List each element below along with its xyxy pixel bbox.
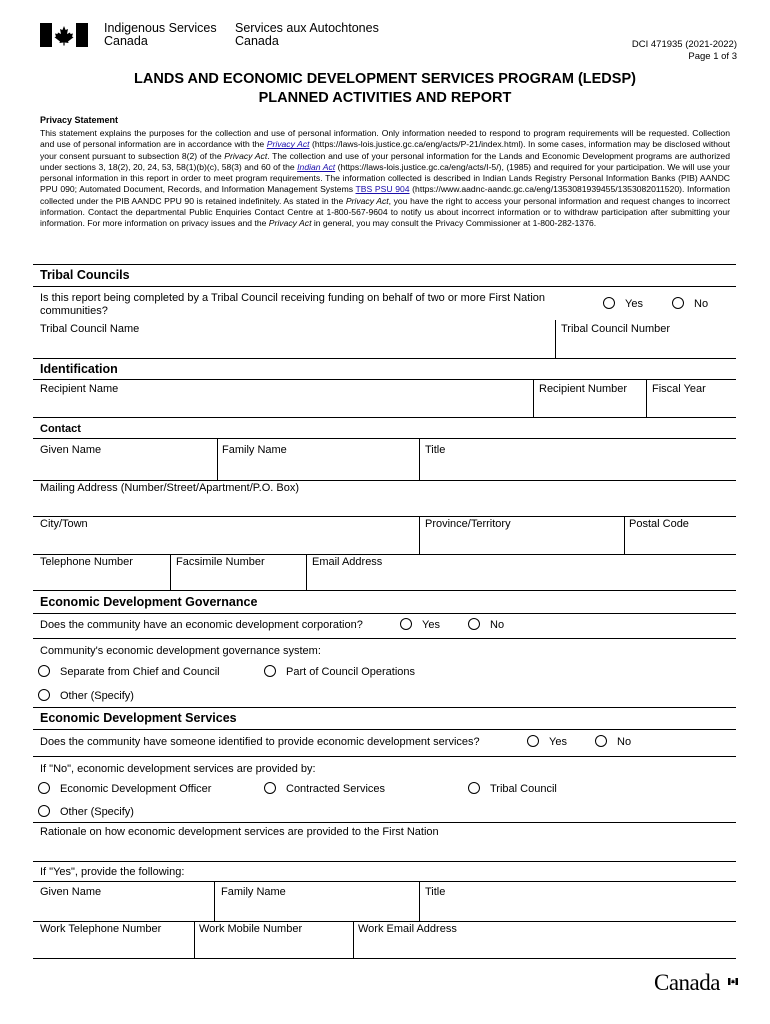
gov-separate-label: Separate from Chief and Council: [60, 666, 220, 678]
privacy-act-italic: Privacy Act: [224, 150, 268, 161]
services-yes-option[interactable]: [527, 736, 567, 748]
title-line2: PLANNED ACTIVITIES AND REPORT: [258, 90, 512, 106]
divider: [353, 921, 354, 958]
divider: [33, 822, 736, 823]
gov-separate-radio[interactable]: [38, 665, 50, 677]
divider: [33, 358, 736, 359]
section-heading-services: Economic Development Services: [40, 711, 237, 725]
gov-separate-option[interactable]: [38, 666, 220, 678]
divider: [533, 379, 534, 417]
gov-other-option[interactable]: [38, 690, 134, 702]
page-title: [0, 70, 770, 108]
gov-other-radio[interactable]: [38, 689, 50, 701]
mailing-address-field[interactable]: [38, 496, 738, 516]
work-mobile-label: Work Mobile Number: [199, 923, 303, 935]
fax-label: Facsimile Number: [176, 556, 265, 568]
privacy-text: (https://laws-lois.justice.gc.ca/eng/acts/I-5/), (1985) and required for your participation. We will use your personal information in this report in order to meet program requirements. The information collected is described in Indian Lands Registry Personal Information Banks (PIB) AANDC PPU 090; Automated Document, Records, and Information Management Systems: [40, 161, 731, 195]
svc-title-label: Title: [425, 886, 446, 898]
privacy-text: This statement explains the purposes for the collection and use of personal information. Only information needed to respond to program requirements will be requested. Collection and use of personal information are in accordance with the: [40, 128, 730, 150]
privacy-text: (https://www.aadnc-aandc.gc.ca/eng/1353081939455/1353082011520). Information collected under the PIB AANDC PPU 90 is retained indefinitely. As stated in the: [40, 184, 730, 206]
dept-fr-line2: Canada: [235, 34, 279, 48]
divider: [33, 958, 736, 959]
divider: [33, 756, 736, 757]
work-email-field[interactable]: [356, 937, 738, 957]
privacy-act-link[interactable]: Privacy Act: [266, 139, 310, 150]
section-heading-identification: Identification: [40, 362, 118, 376]
tribal-yes-radio[interactable]: [603, 297, 615, 309]
svc-tribal-council-label: Tribal Council: [490, 783, 557, 795]
privacy-text: (https://laws-lois.justice.gc.ca/eng/acts/P-21/index.html). In some cases, information may be disclosed without your consent pursuant to subsection 8(2) of the: [40, 139, 730, 161]
tbs-psu-link[interactable]: TBS PSU 904: [355, 184, 410, 195]
form-number: DCI 471935 (2021-2022): [631, 39, 737, 50]
gov-other-specify-field[interactable]: [150, 688, 734, 706]
canada-flag-icon: [40, 23, 88, 47]
services-no-radio[interactable]: [595, 735, 607, 747]
wordmark-flag-icon: [728, 972, 738, 979]
fiscal-year-label: Fiscal Year: [652, 383, 706, 395]
svc-other-option[interactable]: [38, 806, 134, 818]
divider: [33, 264, 736, 265]
if-no-label: If "No", economic development services are provided by:: [40, 763, 316, 775]
divider: [33, 417, 736, 418]
gov-part-of-council-label: Part of Council Operations: [286, 666, 416, 678]
services-no-label: No: [617, 736, 632, 748]
divider: [33, 881, 736, 882]
edc-no-label: No: [490, 619, 505, 631]
rationale-field[interactable]: [38, 840, 738, 862]
tribal-no-radio[interactable]: [672, 297, 684, 309]
svc-edo-label: Economic Development Officer: [60, 783, 212, 795]
svc-family-name-label: Family Name: [221, 886, 286, 898]
divider: [33, 707, 736, 708]
edc-yes-option[interactable]: [400, 619, 440, 631]
tribal-no-label: No: [694, 298, 709, 310]
form-id-block: [632, 39, 737, 63]
tribal-council-name-field[interactable]: [38, 336, 554, 358]
privacy-text: . The collection and use of your personal information for the Lands and Economic Development programs are authorized under sections 3, 18(2), 20, 24, 53, 58(1)(b)(c), 58(3) and 60 of the: [40, 150, 730, 172]
postal-code-label: Postal Code: [629, 518, 689, 530]
divider: [33, 861, 736, 862]
contact-title-field[interactable]: [423, 458, 738, 480]
dept-en-line1: Indigenous Services: [104, 21, 217, 35]
work-telephone-label: Work Telephone Number: [40, 923, 162, 935]
divider: [33, 921, 736, 922]
province-field[interactable]: [423, 532, 625, 554]
divider: [33, 554, 736, 555]
divider: [33, 379, 736, 380]
contact-given-name-field[interactable]: [38, 458, 217, 480]
gov-part-of-council-option[interactable]: [264, 666, 415, 678]
work-telephone-field[interactable]: [38, 937, 194, 957]
divider: [555, 320, 556, 358]
tribal-no-option[interactable]: [672, 298, 708, 310]
privacy-text: in general, you may consult the Privacy Commissioner at 1-800-282-1376.: [311, 218, 597, 229]
city-label: City/Town: [40, 518, 88, 530]
divider: [33, 516, 736, 517]
services-no-option[interactable]: [595, 736, 631, 748]
divider: [419, 881, 420, 921]
section-heading-governance: Economic Development Governance: [40, 595, 258, 609]
divider: [170, 554, 171, 590]
privacy-act-italic: Privacy Act: [345, 195, 389, 206]
divider: [624, 516, 625, 554]
divider: [419, 438, 420, 480]
fiscal-year-field[interactable]: [650, 397, 738, 417]
title-line1: LANDS AND ECONOMIC DEVELOPMENT SERVICES PROGRAM (LEDSP): [134, 71, 636, 87]
tribal-council-name-label: Tribal Council Name: [40, 323, 140, 335]
canada-wordmark: Canada: [654, 970, 720, 995]
privacy-act-italic: Privacy Act: [268, 218, 312, 229]
privacy-heading: Privacy Statement: [40, 115, 119, 125]
svc-title-field[interactable]: [423, 900, 738, 920]
services-question: Does the community have someone identified to provide economic development services?: [40, 736, 480, 748]
department-name-en: [104, 22, 217, 48]
svc-edo-radio[interactable]: [38, 782, 50, 794]
recipient-number-label: Recipient Number: [539, 383, 628, 395]
divider: [33, 638, 736, 639]
svc-other-radio[interactable]: [38, 805, 50, 817]
edc-question: Does the community have an economic development corporation?: [40, 619, 363, 631]
svc-other-specify-field[interactable]: [150, 804, 734, 822]
services-yes-radio[interactable]: [527, 735, 539, 747]
province-label: Province/Territory: [425, 518, 511, 530]
divider: [217, 438, 218, 480]
tribal-council-number-field[interactable]: [559, 336, 738, 358]
services-yes-label: Yes: [549, 736, 567, 748]
dept-en-line2: Canada: [104, 34, 148, 48]
tribal-council-question: Is this report being completed by a Tribal Council receiving funding on behalf of two or more First Nation communities?: [40, 292, 546, 317]
divider: [194, 921, 195, 958]
tribal-yes-option[interactable]: [603, 298, 643, 310]
divider: [33, 286, 736, 287]
rationale-label: Rationale on how economic development services are provided to the First Nation: [40, 826, 439, 838]
fax-field[interactable]: [174, 570, 306, 590]
svc-contracted-option[interactable]: [264, 783, 385, 795]
city-field[interactable]: [38, 532, 419, 554]
svc-other-label: Other (Specify): [60, 806, 134, 818]
recipient-name-label: Recipient Name: [40, 383, 119, 395]
work-mobile-field[interactable]: [197, 937, 353, 957]
divider: [33, 480, 736, 481]
mailing-address-label: Mailing Address (Number/Street/Apartment/P.O. Box): [40, 482, 300, 494]
divider: [306, 554, 307, 590]
contact-heading: Contact: [40, 423, 81, 435]
privacy-text: , you have the right to access your personal information and request changes to incorrect information. Contact the departmental Public Enquiries Contact Centre at 1-800-567-9604 to notify us about incorrect information or to withdraw participation after submitting your information. For more information on privacy issues and the: [40, 195, 730, 229]
if-yes-label: If "Yes", provide the following:: [40, 866, 185, 878]
privacy-statement: [40, 128, 730, 230]
telephone-field[interactable]: [38, 570, 170, 590]
svc-contracted-label: Contracted Services: [286, 783, 386, 795]
divider: [33, 613, 736, 614]
gov-other-label: Other (Specify): [60, 690, 134, 702]
tribal-council-number-label: Tribal Council Number: [561, 323, 671, 335]
edc-no-radio[interactable]: [468, 618, 480, 630]
dept-fr-line1: Services aux Autochtones: [235, 21, 379, 35]
contact-family-name-label: Family Name: [222, 444, 287, 456]
contact-given-name-label: Given Name: [40, 444, 102, 456]
email-label: Email Address: [312, 556, 383, 568]
edc-no-option[interactable]: [468, 619, 504, 631]
contact-title-label: Title: [425, 444, 446, 456]
department-name-fr: [235, 22, 379, 48]
divider: [33, 729, 736, 730]
section-heading-tribal-councils: Tribal Councils: [40, 268, 130, 282]
postal-code-field[interactable]: [627, 532, 738, 554]
divider: [419, 516, 420, 554]
svc-family-name-field[interactable]: [219, 900, 419, 920]
email-field[interactable]: [310, 570, 738, 590]
divider: [214, 881, 215, 921]
divider: [646, 379, 647, 417]
divider: [33, 438, 736, 439]
svc-tribal-council-radio[interactable]: [468, 782, 480, 794]
gov-part-of-council-radio[interactable]: [264, 665, 276, 677]
svc-tribal-council-option[interactable]: [468, 783, 557, 795]
svc-contracted-radio[interactable]: [264, 782, 276, 794]
recipient-number-field[interactable]: [537, 397, 646, 417]
tribal-yes-label: Yes: [625, 298, 643, 310]
indian-act-link[interactable]: Indian Act: [297, 161, 336, 172]
svc-given-name-field[interactable]: [38, 900, 214, 920]
svc-edo-option[interactable]: [38, 783, 211, 795]
work-email-label: Work Email Address: [358, 923, 457, 935]
edc-yes-label: Yes: [422, 619, 440, 631]
divider: [33, 590, 736, 591]
edc-yes-radio[interactable]: [400, 618, 412, 630]
recipient-name-field[interactable]: [38, 397, 532, 417]
page-indicator: Page 1 of 3: [688, 51, 737, 62]
contact-family-name-field[interactable]: [220, 458, 419, 480]
svc-given-name-label: Given Name: [40, 886, 102, 898]
governance-system-label: Community's economic development governance system:: [40, 645, 321, 657]
telephone-label: Telephone Number: [40, 556, 133, 568]
